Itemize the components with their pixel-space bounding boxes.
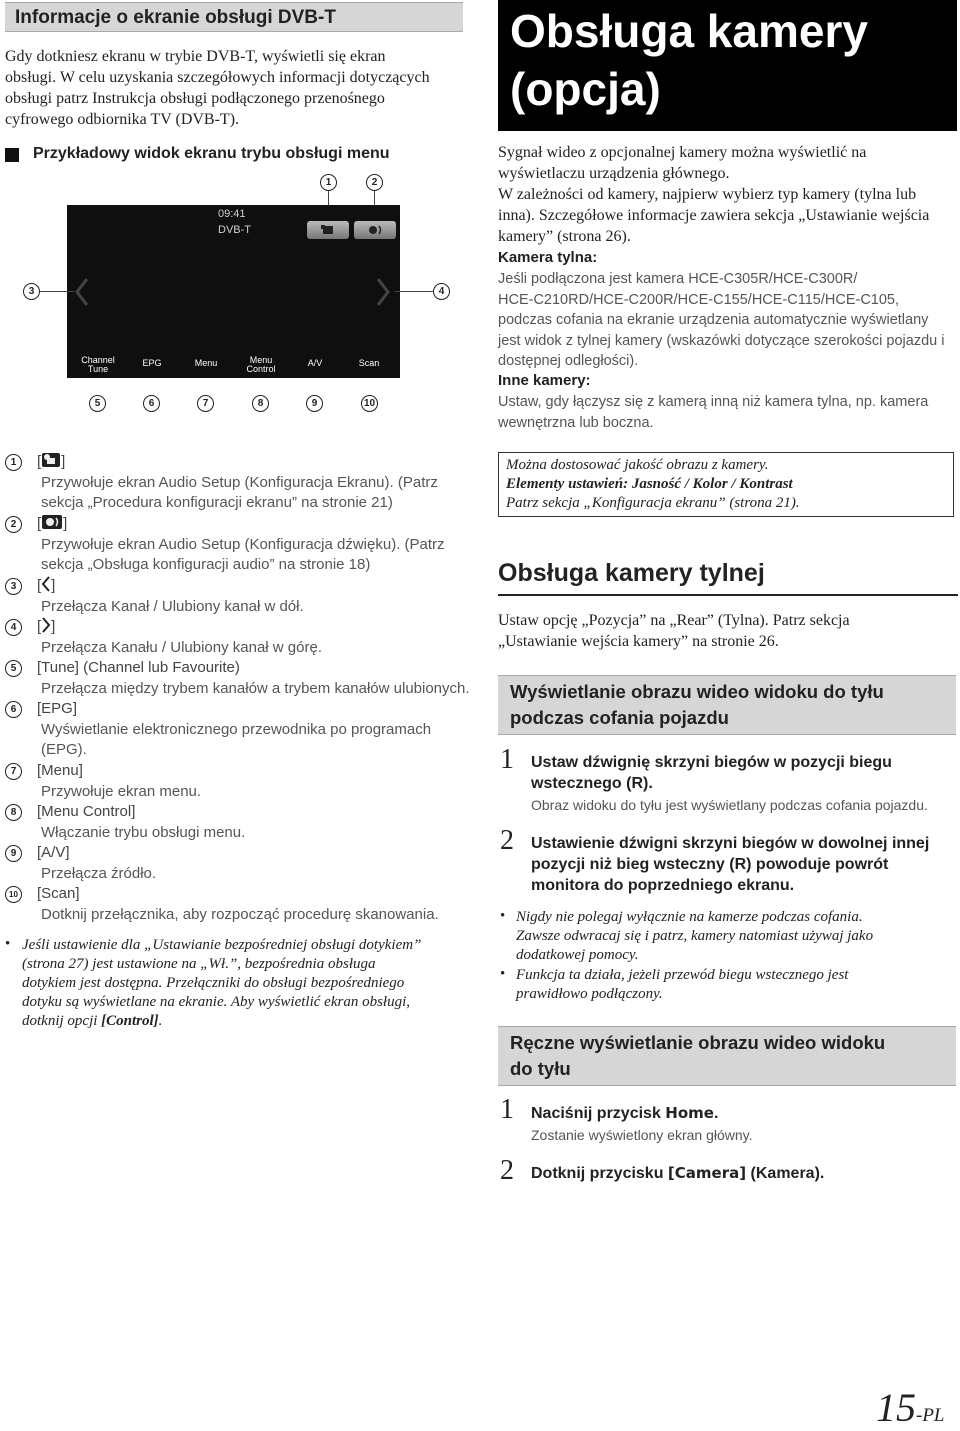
callout-9: 9 [306,395,323,412]
screen-av-button[interactable]: A/V [307,358,323,368]
callout-4: 4 [433,283,450,300]
callout-7: 7 [197,395,214,412]
item-2-number: 2 [5,516,22,533]
rear-camera-heading: Kamera tylna: [498,249,598,266]
camera-intro: Sygnał wideo z opcjonalnej kamery można wyświetlić na wyświetlaczu urządzenia głównego. W zależności od kamery, najpierw wybierz typ kamery (tylna lub inna). Szczegółowe informacje zawiera sekcja „Ustawianie wejścia kamery” (strona 26). [498,144,930,245]
item-6-number: 6 [5,701,22,718]
big-title-block [498,0,957,131]
screen-display-setup-button[interactable] [307,221,349,239]
step-2-text: Ustawienie dźwigni skrzyni biegów w dowolnej innej pozycji niż bieg wsteczny (R) powoduje powrót monitora do poprzedniego ekranu. [531,835,930,894]
screen-audio-setup-button[interactable] [354,221,396,239]
subsection-reverse-display: Wyświetlanie obrazu wideo widoku do tyłu podczas cofania pojazdu [498,675,956,735]
step-1-text: Ustaw dźwignię skrzyni biegów w pozycji biegu wstecznego (R). [531,754,892,792]
note-bullet: • [5,936,11,952]
page-number: 15-PL [876,1385,945,1430]
bullet-1: Nigdy nie polegaj wyłącznie na kamerze podczas cofania. Zawsze odwracaj się i patrz, kamery natomiast używaj jako dodatkowej pomocy. [516,909,874,963]
audio-setup-icon [354,221,396,239]
intro-paragraph: Gdy dotkniesz ekranu w trybie DVB-T, wyświetli się ekran obsługi. W celu uzyskania szczegółowych informacji dotyczących obsługi patrz Instrukcja obsługi podłączonego przenośnego cyfrowego odbiornika TV (DVB-T). [5,48,430,128]
rear-camera-text: Jeśli podłączona jest kamera HCE-C305R/HCE-C300R/ HCE-C210RD/HCE-C200R/HCE-C155/HCE-C115/HCE-C105, podczas cofania na ekranie urządzenia automatycznie wyświetlany jest widok z tylnej kamery (wskazówki dotyczące szerokości pojazdu i dostępnej odległości). [498,271,945,369]
callout-1: 1 [320,174,337,191]
callout-10: 10 [361,395,378,412]
chevron-left-icon [41,576,51,592]
bullet-2-dot: • [500,966,506,982]
callout-2: 2 [366,174,383,191]
item-10-number: 10 [5,886,22,903]
callout-6: 6 [143,395,160,412]
chevron-right-icon [41,617,51,633]
item-5-number: 5 [5,660,22,677]
section-title: Informacje o ekranie obsługi DVB-T [15,7,336,28]
screen-channel-up-chevron[interactable] [374,277,392,307]
bullet-1-dot: • [500,908,506,924]
manual-step-1-detail: Zostanie wyświetlony ekran główny. [531,1127,753,1143]
item-8-number: 8 [5,804,22,821]
other-cameras-heading: Inne kamery: [498,372,591,389]
big-title-line-2: (opcja) [510,63,661,115]
item-3-number: 3 [5,578,22,595]
manual-step-1-text: Naciśnij przycisk Home. [531,1104,719,1122]
screen-channel-tune-button[interactable]: Channel Tune [81,355,115,374]
display-setup-icon [307,221,349,239]
screen-source: DVB-T [218,224,251,236]
manual-step-1-number: 1 [500,1094,514,1125]
dvbt-screen [67,205,400,378]
callout-3: 3 [23,283,40,300]
direct-touch-note: Jeśli ustawienie dla „Ustawianie bezpośredniej obsługi dotykiem” (strona 27) jest ustawione na „Wł.”, bezpośrednia obsługa dotykiem jest dostępna. Przełączniki do obsługi bezpośredniego dotyku są wyświetlane na ekranie. Aby wyświetlić ekran obsługi, dotknij opcji [Control]. [22,937,422,1029]
item-1-number: 1 [5,454,22,471]
rear-camera-section-text: Ustaw opcję „Pozycja” na „Rear” (Tylna). Patrz sekcja „Ustawianie wejścia kamery” na stronie 26. [498,612,850,650]
rear-camera-section-title: Obsługa kamery tylnej [498,559,765,587]
step-2-number: 2 [500,825,514,856]
section-header-dvbt [5,2,463,32]
callout-5: 5 [89,395,106,412]
screen-scan-button[interactable]: Scan [358,358,380,368]
other-cameras-text: Ustaw, gdy łączysz się z kamerą inną niż kamera tylna, np. kamera wewnętrzna lub boczna. [498,394,929,431]
screen-menu-control-button[interactable]: Menu Control [246,355,276,374]
callout-4-line [394,291,433,292]
example-heading-marker [5,148,19,162]
manual-step-2-number: 2 [500,1155,514,1186]
big-title-line-1: Obsługa kamery [510,5,868,57]
screen-menu-button[interactable]: Menu [194,358,218,368]
step-1-number: 1 [500,744,514,775]
screen-channel-down-chevron[interactable] [73,277,91,307]
manual-step-2-text: Dotknij przycisku [Camera] (Kamera). [531,1164,825,1182]
callout-3-line [40,291,74,292]
callout-8: 8 [252,395,269,412]
display-setup-icon [41,452,61,468]
step-1-detail: Obraz widoku do tyłu jest wyświetlany podczas cofania pojazdu. [531,797,928,813]
subsection-manual-display: Ręczne wyświetlanie obrazu wideo widoku do tyłu [498,1026,956,1086]
bullet-2: Funkcja ta działa, jeżeli przewód biegu wstecznego jest prawidłowo podłączony. [516,967,849,1002]
screen-epg-button[interactable]: EPG [142,358,162,368]
screen-time: 09:41 [218,208,246,220]
item-4-number: 4 [5,619,22,636]
image-quality-box: Można dostosować jakość obrazu z kamery. Elementy ustawień: Jasność / Kolor / Kontrast Patrz sekcja „Konfiguracja ekranu” (strona 21). [498,452,954,517]
rear-camera-section-rule [498,594,958,596]
example-heading: Przykładowy widok ekranu trybu obsługi menu [33,145,390,162]
audio-setup-icon [41,514,63,530]
item-7-number: 7 [5,763,22,780]
item-9-number: 9 [5,845,22,862]
